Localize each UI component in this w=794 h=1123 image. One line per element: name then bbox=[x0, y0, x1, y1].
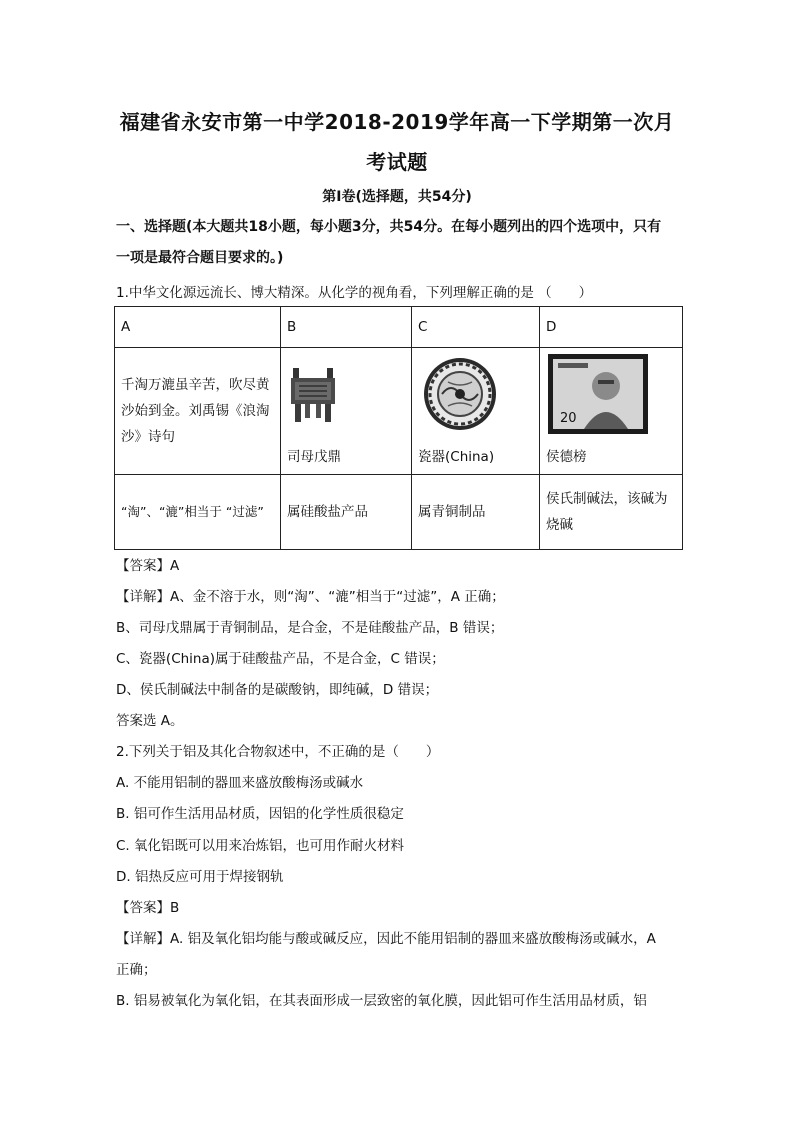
table-row bbox=[115, 348, 683, 475]
question-2-option-b: B. 铝可作生活用品材质，因铝的化学性质很稳定 bbox=[116, 806, 404, 822]
table-header-c: C bbox=[412, 307, 540, 348]
option-c-statement: 属青铜制品 bbox=[412, 475, 540, 550]
question-1-answer: 【答案】A bbox=[116, 558, 180, 574]
question-2-option-c: C. 氧化铝既可以用来冶炼铝，也可用作耐火材料 bbox=[116, 838, 405, 854]
option-d-statement-line-2: 烧碱 bbox=[546, 517, 573, 533]
option-c-caption: 瓷器(China) bbox=[418, 449, 495, 465]
table-header-b: B bbox=[281, 307, 412, 348]
question-1-stem: 1.中华文化源远流长、博大精深。从化学的视角看，下列理解正确的是 （ ） bbox=[116, 285, 593, 301]
poem-line-1: 千淘万漉虽辛苦，吹尽黄 bbox=[121, 377, 270, 393]
option-b-statement: 属硅酸盐产品 bbox=[281, 475, 412, 550]
option-d-caption: 侯德榜 bbox=[546, 449, 587, 465]
option-c-cell bbox=[412, 348, 540, 475]
section-heading: 第Ⅰ卷(选择题，共54分) bbox=[322, 189, 472, 205]
option-d-cell bbox=[540, 348, 683, 475]
question-1-detail-5: 答案选 A。 bbox=[116, 713, 184, 729]
table-header-a: A bbox=[115, 307, 281, 348]
question-1-options-table bbox=[114, 306, 683, 550]
question-2-answer: 【答案】B bbox=[116, 900, 180, 916]
option-d-statement-line-1: 侯氏制碱法，该碱为 bbox=[546, 491, 668, 507]
poem-line-2: 沙始到金。刘禹锡《浪淘 bbox=[121, 403, 270, 419]
stamp-denomination: 20 bbox=[560, 411, 577, 426]
question-2-option-d: D. 铝热反应可用于焊接钢轨 bbox=[116, 869, 284, 885]
exam-title: 福建省永安市第一中学2018-2019学年高一下学期第一次月 bbox=[119, 110, 675, 134]
detail-text: A、金不溶于水，则“淘”、“漉”相当于“过滤”，A 正确； bbox=[170, 589, 505, 605]
table-row bbox=[115, 475, 683, 550]
detail-text: A. 铝及氧化铝均能与酸或碱反应，因此不能用铝制的器皿来盛放酸梅汤或碱水，A bbox=[170, 931, 656, 947]
option-d-statement bbox=[540, 475, 683, 550]
table-header-d: D bbox=[540, 307, 683, 348]
exam-title-continued: 考试题 bbox=[366, 150, 428, 174]
instructions-line-1: 一、选择题(本大题共18小题，每小题3分，共54分。在每小题列出的四个选项中，只有 bbox=[116, 219, 662, 235]
question-1-detail-1 bbox=[116, 585, 686, 605]
option-b-cell bbox=[281, 348, 412, 475]
detail-label: 【详解】 bbox=[116, 589, 170, 605]
detail-label: 【详解】 bbox=[116, 931, 170, 947]
bronze-ding-image bbox=[289, 366, 337, 424]
option-a-poem bbox=[115, 348, 281, 475]
porcelain-plate-image bbox=[422, 356, 498, 432]
question-2-detail-3: B. 铝易被氧化为氧化铝，在其表面形成一层致密的氧化膜，因此铝可作生活用品材质，铝 bbox=[116, 993, 647, 1009]
option-a-statement: “淘”、“漉”相当于 “过滤” bbox=[115, 475, 281, 550]
question-2-detail-1 bbox=[116, 927, 686, 947]
question-1-detail-2: B、司母戊鼎属于青铜制品，是合金，不是硅酸盐产品，B 错误； bbox=[116, 620, 504, 636]
question-1-detail-3: C、瓷器(China)属于硅酸盐产品，不是合金，C 错误； bbox=[116, 651, 445, 667]
question-2-option-a: A. 不能用铝制的器皿来盛放酸梅汤或碱水 bbox=[116, 775, 364, 791]
instructions-line-2: 一项是最符合题目要求的。) bbox=[116, 250, 284, 266]
question-1-detail-4: D、侯氏制碱法中制备的是碳酸钠，即纯碱，D 错误； bbox=[116, 682, 439, 698]
poem-line-3: 沙》诗句 bbox=[121, 429, 175, 445]
option-b-caption: 司母戊鼎 bbox=[287, 449, 341, 465]
table-row bbox=[115, 307, 683, 348]
question-2-stem: 2.下列关于铝及其化合物叙述中，不正确的是（ ） bbox=[116, 744, 440, 760]
question-2-detail-2: 正确； bbox=[116, 962, 157, 978]
postage-stamp-image bbox=[548, 354, 648, 434]
